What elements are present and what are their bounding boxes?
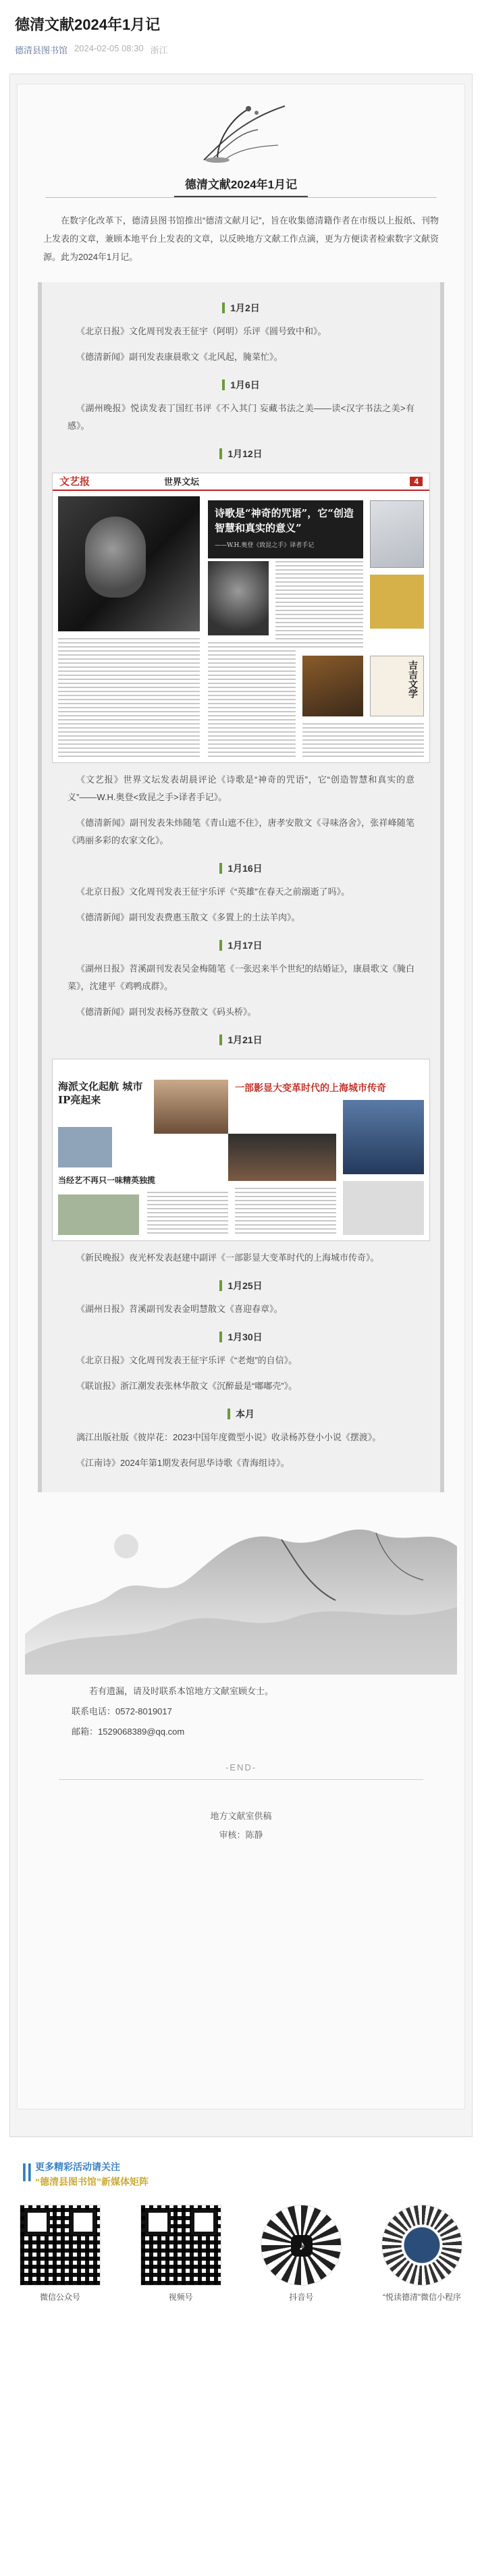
day-block	[51, 1279, 431, 1318]
tiktok-icon: ♪	[291, 2235, 313, 2257]
qr-label: “悦读德清”微信小程序	[382, 2292, 461, 2302]
paper-photo	[343, 1181, 424, 1235]
qr-code-icon	[140, 2205, 221, 2286]
entry: 《德清新闻》副刊发表费惠玉散文《多置上的土法羊肉》。	[76, 912, 300, 922]
email-label: 邮箱：	[72, 1726, 99, 1737]
paper-photo	[343, 1100, 424, 1174]
newspaper-image-wenyibao[interactable]	[52, 473, 430, 763]
day-label-text: 1月16日	[227, 862, 263, 874]
entry: 《江南诗》2024年第1期发表何思华诗歌《青海组诗》。	[76, 1457, 290, 1468]
paper-photo	[228, 1134, 336, 1181]
qr-code-icon	[20, 2205, 101, 2286]
qr-label: 微信公众号	[39, 2292, 80, 2302]
entry: 《联谊报》浙江潮发表张林华散文《沉醉最是“嘟嘟壳”》。	[76, 1380, 298, 1391]
day-block	[51, 1033, 431, 1267]
book-cover-image	[370, 500, 424, 568]
entry: 《新民晚报》夜光杯发表赵建中副评《一部影显大变革时代的上海城市传奇》。	[76, 1252, 379, 1263]
day-label-text: 1月25日	[227, 1280, 263, 1291]
ink-landscape-image	[25, 1499, 457, 1675]
credits-provider: 地方文献室供稿	[210, 1810, 272, 1821]
paper-photo	[58, 1127, 112, 1167]
email-address[interactable]: 1529068389@qq.com	[98, 1726, 185, 1737]
end-divider	[59, 1779, 423, 1780]
end-marker: -END-	[225, 1762, 257, 1772]
paper-section: 世界文坛	[164, 477, 200, 488]
qr-label: 抖音号	[289, 2292, 314, 2302]
section-title: 德清文献2024年1月记	[174, 171, 308, 197]
article-location: 浙江	[150, 45, 168, 55]
article-date: 2024-02-05 08:30	[74, 43, 144, 53]
day-marker-icon	[222, 379, 225, 390]
day-label	[51, 862, 431, 875]
phone-label: 联系电话：	[72, 1706, 116, 1716]
paper-page-number: 4	[410, 477, 423, 486]
qr-wechat-account[interactable]	[16, 2205, 104, 2303]
day-block	[51, 301, 431, 366]
day-label	[51, 1330, 431, 1344]
article-header	[0, 0, 482, 63]
intro-paragraph: 在数字化改革下，德清县图书馆推出“德清文献月记”，旨在收集德清籍作者在市级以上报纸、刊物上发表的文章，兼顾本地平台上发表的文章，以反映地方文献工作点滴，更为方便读者检索数字文献资源。此为2024年1月记。	[43, 215, 439, 262]
day-label	[51, 1279, 431, 1292]
douyin-qr-icon	[261, 2205, 342, 2286]
day-marker-icon	[227, 1409, 230, 1419]
day-block	[51, 1330, 431, 1395]
mini-program-code-icon	[381, 2205, 462, 2286]
section-title-rule	[45, 197, 437, 198]
text-columns	[302, 723, 424, 757]
day-label-text: 1月17日	[227, 939, 263, 951]
day-marker-icon	[219, 1332, 222, 1342]
entry: 《文艺报》世界文坛发表胡晨评论《诗歌是“神奇的咒语”，它“创造智慧和真实的意义”——W.H.奥登<致昆之手>译者手记》。	[68, 774, 414, 802]
timeline	[38, 282, 444, 1492]
credits-reviewer: 审核：陈静	[219, 1829, 263, 1840]
day-label	[51, 378, 431, 392]
day-label-text: 1月12日	[227, 448, 263, 459]
entry: 《北京日报》文化周刊发表王征宇（阿明）乐评《圆号致中和》。	[76, 325, 327, 336]
credits	[18, 1807, 464, 1845]
day-block	[51, 1407, 431, 1472]
promo-line-2: “德清县图书馆”新媒体矩阵	[35, 2176, 149, 2187]
entry: 《湖州日报》苕溪副刊发表吴金梅随笔《一张迟来半个世纪的结婚证》，康晨歌文《腌白菜》，沈建平《鸡鸭成群》。	[68, 963, 414, 991]
day-marker-icon	[219, 940, 222, 951]
text-columns	[235, 1188, 336, 1236]
day-label	[51, 939, 431, 952]
paper-bottom-headline: 当经艺不再只一味精英独揽	[58, 1175, 156, 1185]
article-account[interactable]: 德清县图书馆	[15, 45, 68, 55]
text-columns	[147, 1192, 228, 1236]
day-label-text: 1月6日	[230, 379, 260, 390]
day-marker-icon	[219, 1034, 222, 1045]
author-photo	[58, 496, 200, 631]
day-marker-icon	[219, 448, 222, 459]
phone-number[interactable]: 0572-8019017	[115, 1706, 172, 1716]
paper-headline-text: 诗歌是“神奇的咒语”，它“创造智慧和真实的意义”	[215, 506, 354, 534]
mini-image	[370, 575, 424, 629]
qr-code-row	[16, 2205, 466, 2303]
section-title-wrap	[18, 171, 464, 197]
article-title: 德清文献2024年1月记	[15, 16, 161, 33]
text-columns	[275, 561, 363, 649]
entry: 《德清新闻》副刊发表朱炜随笔《青山遮不住》，唐孝安散文《寻味洛舍》，张祥峰随笔《鸿丽多彩的农家文化》。	[68, 817, 414, 845]
day-block	[51, 447, 431, 849]
art-image	[302, 656, 363, 716]
paper-subhead: ——W.H.奥登《致昆之手》译者手记	[215, 542, 315, 549]
contact-phone-line	[72, 1702, 410, 1722]
text-columns	[208, 642, 296, 757]
qr-label: 视频号	[168, 2292, 193, 2302]
paper-photo	[58, 1194, 139, 1235]
day-label-text: 1月21日	[227, 1034, 263, 1045]
promo-block	[15, 2160, 467, 2188]
contact-block	[72, 1681, 410, 1742]
entry: 《湖州日报》苕溪副刊发表金明慧散文《喜迎春章》。	[76, 1303, 283, 1314]
day-label-text: 1月2日	[230, 302, 260, 313]
day-marker-icon	[219, 863, 222, 874]
paper-logo: 文艺报	[59, 475, 90, 488]
qr-douyin-account[interactable]	[257, 2205, 345, 2303]
paper-right-headline: 一部影显大变革时代的上海城市传奇	[235, 1082, 386, 1094]
day-label	[51, 447, 431, 461]
day-marker-icon	[219, 1280, 222, 1291]
entry: 《湖州晚报》悦读发表丁国红书评《不入其门 妄藏书法之美——读<汉字书法之美>有感》。	[68, 402, 414, 431]
qr-mini-program[interactable]	[378, 2205, 466, 2303]
day-label-text: 1月30日	[227, 1331, 263, 1342]
day-label-text: 本月	[236, 1408, 255, 1419]
article-meta	[15, 43, 467, 56]
day-label	[51, 1033, 431, 1047]
poster-image: 吉吉文学	[370, 656, 424, 716]
entry: 《德清新闻》副刊发表杨苏登散文《码头桥》。	[76, 1006, 257, 1017]
quote-bars-icon: ||	[22, 2159, 32, 2181]
text-columns	[58, 638, 200, 757]
day-label	[51, 1407, 431, 1421]
paper-left-headline: 海派文化起航 城市IP亮起来	[58, 1080, 143, 1106]
day-block	[51, 378, 431, 435]
content-card-inner	[17, 84, 465, 2109]
day-label	[51, 301, 431, 315]
qr-video-account[interactable]	[137, 2205, 225, 2303]
entry: 《北京日报》文化周刊发表王征宇乐评《“老炮”的自信》。	[76, 1355, 298, 1365]
paper-masthead	[53, 473, 429, 491]
day-marker-icon	[222, 303, 225, 313]
portrait-image	[208, 561, 269, 635]
orchid-ink-icon	[190, 93, 292, 167]
newspaper-image-xinminwanbao[interactable]	[52, 1059, 430, 1241]
entry: 《北京日报》文化周刊发表王征宇乐评《“英雄”在春天之前溺逝了吗》。	[76, 886, 350, 897]
contact-email-line	[72, 1722, 410, 1742]
contact-note: 若有遗漏，请及时联系本馆地方文献室顾女士。	[89, 1685, 274, 1696]
entry: 漓江出版社版《彼岸花：2023中国年度微型小说》收录杨苏登小小说《摆渡》。	[76, 1431, 381, 1442]
day-block	[51, 862, 431, 926]
promo-line-1: 更多精彩活动请关注	[35, 2161, 120, 2172]
entry: 《德清新闻》副刊发表康晨歌文《北风起，腌菜忙》。	[76, 351, 283, 362]
paper-headline	[208, 500, 363, 558]
content-card	[9, 74, 473, 2137]
paper-photo	[154, 1080, 228, 1134]
day-block	[51, 939, 431, 1021]
